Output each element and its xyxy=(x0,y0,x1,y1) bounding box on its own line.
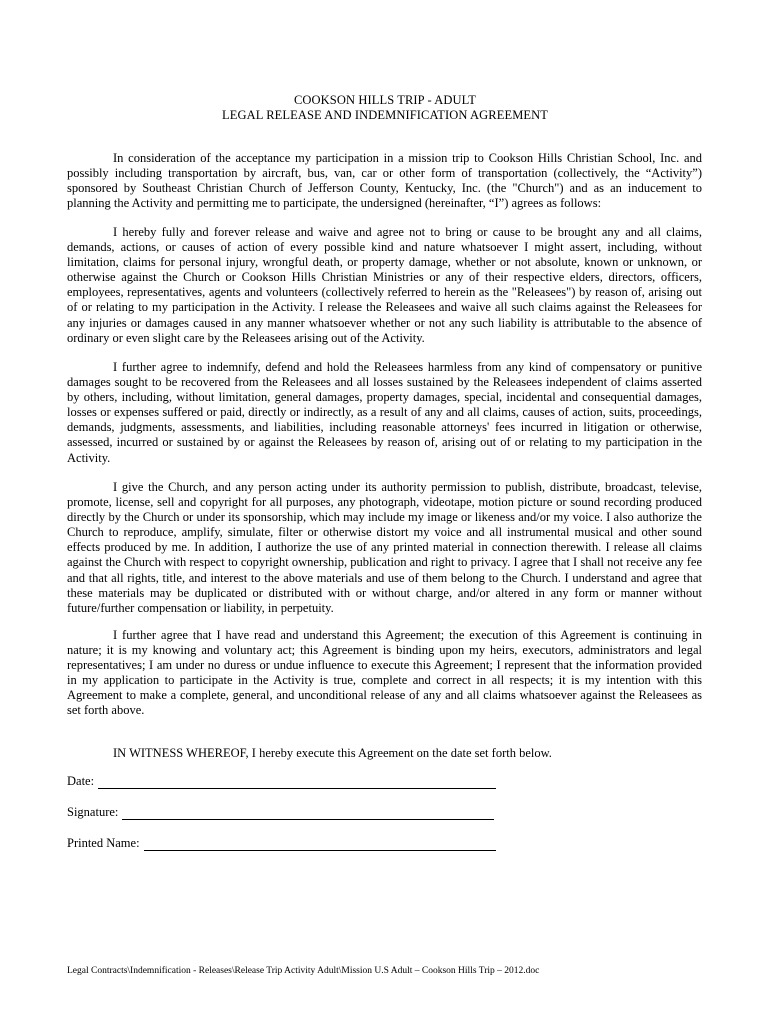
document-title-line-1: COOKSON HILLS TRIP - ADULT xyxy=(293,93,476,107)
witness-statement: IN WITNESS WHEREOF, I hereby execute this Agreement on the date set forth below. xyxy=(113,746,552,760)
date-field xyxy=(67,774,496,789)
date-label: Date: xyxy=(67,774,95,788)
paragraph-media-permission: I give the Church, and any person acting under its authority permission to publish, distribute, broadcast, televise, promote, license, sell and copyright for all purposes, any photograph, videotape, motion picture or sound recording produced directly by the Church or under its sponsorship, which may include my image or likeness and/or my voice. I also authorize the Church to reproduce, amplify, simulate, filter or otherwise distort my voice and all instrumental musical and other sound effects produced by me. In addition, I authorize the use of any printed material in connection therewith. I release all claims against the Church with respect to copyright ownership, publication and right to privacy. I agree that I shall not receive any fee and that all rights, title, and interest to the above materials and use of them belong to the Church. I understand and agree that these materials may be duplicated or distributed with or without charge, and/or altered in any form or manner without future/further compensation or liability, in perpetuity. xyxy=(67,480,702,615)
footer-file-path: Legal Contracts\Indemnification - Releases\Release Trip Activity Adult\Mission U.S Adult – Cookson Hills Trip – 2012.doc xyxy=(67,966,540,976)
signature-input-line[interactable] xyxy=(122,807,494,820)
printed-name-field xyxy=(67,836,496,851)
paragraph-consideration: In consideration of the acceptance my participation in a mission trip to Cookson Hills Christian School, Inc. and possibly including transportation by aircraft, bus, van, car or other form of transportation (collectively, the “Activity”) sponsored by Southeast Christian Church of Jefferson County, Kentucky, Inc. (the "Church") and as an inducement to planning the Activity and permitting me to participate, the undersigned (hereinafter, “I”) agrees as follows: xyxy=(67,151,702,211)
document-title-line-2: LEGAL RELEASE AND INDEMNIFICATION AGREEMENT xyxy=(221,108,549,122)
paragraph-release: I hereby fully and forever release and waive and agree not to bring or cause to be brought any and all claims, demands, actions, or causes of action of every possible kind and nature whatsoever I might assert, including, without limitation, claims for personal injury, wrongful death, or property damage, whether or not absolute, known or unknown, or otherwise against the Church or Cookson Hills Christian Ministries or any of their respective elders, directors, officers, employees, representatives, agents and volunteers (collectively referred to herein as the "Releasees") by reason of, arising out of or relating to my participation in the Activity. I release the Releasees and waive all such claims against the Releasees for any injuries or damages caused in any manner whatsoever whether or not any such liability is attributable to the absence of ordinary or even slight care by the Releasees arising out of the Activity. xyxy=(67,225,702,345)
printed-name-label: Printed Name: xyxy=(67,836,140,850)
paragraph-indemnify: I further agree to indemnify, defend and hold the Releasees harmless from any kind of compensatory or punitive damages sought to be recovered from the Releasees and all losses sustained by the Releasees independent of claims asserted by others, including, without limitation, general damages, property damages, special, incidental and consequential damages, losses or expenses suffered or paid, directly or indirectly, as a result of any and all claims, causes of action, suits, proceedings, demands, judgments, assessments, and liabilities, including reasonable attorneys' fees incurred in litigation or otherwise, assessed, incurred or sustained by or against the Releasees by reason of, arising out of or relating to my participation in the Activity. xyxy=(67,360,702,465)
date-input-line[interactable] xyxy=(98,776,496,789)
printed-name-input-line[interactable] xyxy=(144,838,496,851)
signature-field xyxy=(67,805,494,820)
paragraph-acknowledgement: I further agree that I have read and understand this Agreement; the execution of this Agreement is continuing in nature; it is my knowing and voluntary act; this Agreement is binding upon my heirs, executors, administrators and legal representatives; I am under no duress or undue influence to execute this Agreement; I represent that the information provided in my application to participate in the Activity is true, complete and correct in all respects; it is my intention with this Agreement to make a complete, general, and unconditional release of any and all claims whatsoever against the Releasees as set forth above. xyxy=(67,628,702,718)
signature-label: Signature: xyxy=(67,805,119,819)
